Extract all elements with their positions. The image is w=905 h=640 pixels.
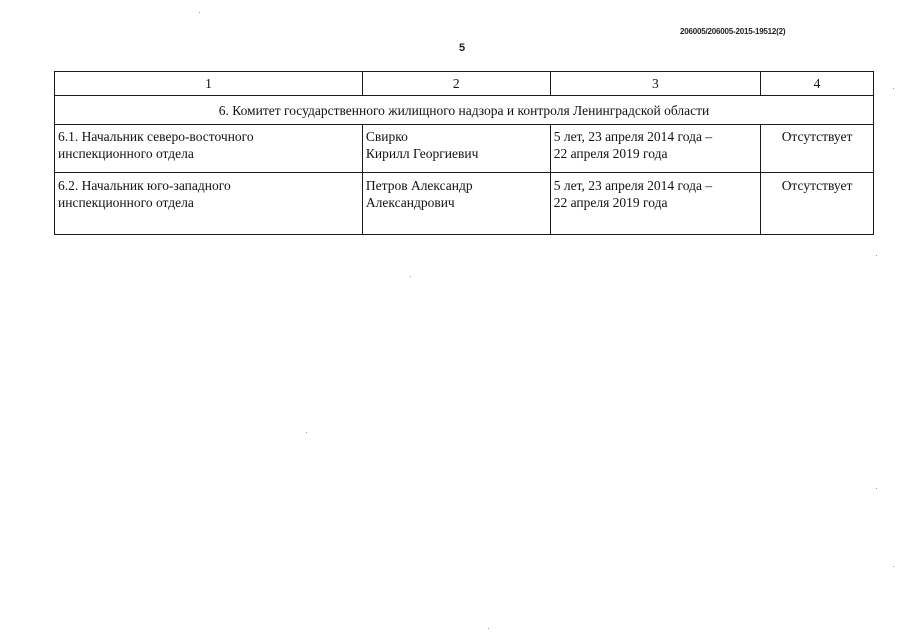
scan-speck: [876, 488, 877, 489]
document-id: 206005/206005-2015-19512(2): [680, 27, 786, 36]
table-row: [55, 125, 874, 173]
term-line: 5 лет, 23 апреля 2014 года –: [553, 178, 713, 193]
name-cell: [362, 173, 550, 235]
name-cell: [362, 125, 550, 173]
name-line: Александрович: [365, 195, 455, 210]
scan-speck: [893, 566, 894, 567]
name-line: Свирко: [365, 129, 408, 144]
scan-speck: [893, 88, 894, 89]
table-header-row: [55, 72, 874, 96]
position-cell: [55, 125, 363, 173]
position-line: 6.1. Начальник северо-восточного: [58, 129, 254, 144]
term-cell: [550, 125, 760, 173]
section-title: 6. Комитет государственного жилищного надзора и контроля Ленинградской области: [55, 96, 874, 125]
name-line: Кирилл Георгиевич: [365, 146, 479, 161]
position-cell: [55, 173, 363, 235]
position-line: инспекционного отдела: [58, 146, 194, 161]
note-cell: Отсутствует: [761, 125, 874, 173]
scan-speck: [488, 628, 489, 629]
scan-speck: [306, 432, 307, 433]
position-line: инспекционного отдела: [58, 195, 194, 210]
scan-speck: [876, 255, 877, 256]
section-row: [55, 96, 874, 125]
name-line: Петров Александр: [365, 178, 473, 193]
officials-table: [54, 71, 874, 235]
column-number-3: 3: [550, 72, 760, 96]
term-line: 22 апреля 2019 года: [553, 195, 668, 210]
scan-speck: [199, 12, 200, 13]
table-row: [55, 173, 874, 235]
column-number-4: 4: [761, 72, 874, 96]
term-cell: [550, 173, 760, 235]
column-number-2: 2: [362, 72, 550, 96]
term-line: 5 лет, 23 апреля 2014 года –: [553, 129, 713, 144]
scan-speck: [410, 276, 411, 277]
term-line: 22 апреля 2019 года: [553, 146, 668, 161]
column-number-1: 1: [55, 72, 363, 96]
note-cell: Отсутствует: [761, 173, 874, 235]
position-line: 6.2. Начальник юго-западного: [58, 178, 231, 193]
page-number: 5: [459, 42, 466, 54]
